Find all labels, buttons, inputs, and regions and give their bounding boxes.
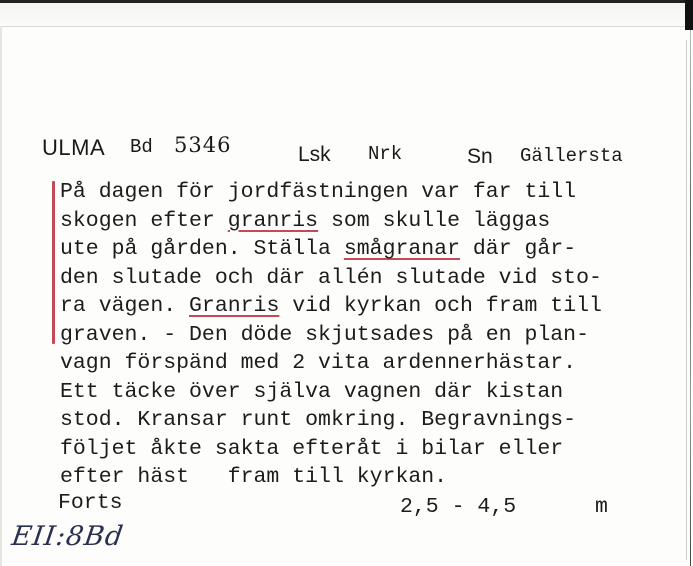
text-segment: den slutade och där allén slutade vid sto- [60,265,602,290]
province-value: Nrk [368,143,403,165]
text-line [60,292,602,321]
text-segment: som skulle läggas [318,208,551,233]
text-line [60,235,602,264]
text-line [60,463,602,492]
text-segment: efter häst fram till kyrkan. [60,465,448,489]
measurement-range: 2,5 - 4,5 [400,495,517,519]
text-line [60,264,602,293]
text-line [60,321,602,350]
text-line [60,178,602,207]
parish-label: Sn [467,145,493,168]
text-line [60,406,602,435]
text-line [60,349,602,378]
underlined-keyword: granris [227,208,319,233]
scan-corner-mark [685,0,693,30]
red-margin-mark [52,181,55,344]
text-line [60,378,602,407]
record-number: 5346 [174,133,232,157]
text-segment: Ett täcke över själva vagnen där kistan [60,379,564,404]
card-body-text [60,178,602,492]
text-segment: graven. - Den döde skjutsades på en plan- [60,322,589,347]
text-segment: ra vägen. [60,294,190,318]
continued-note: Forts [58,491,123,515]
province-label: Lsk [298,143,331,166]
archive-code: ULMA [42,135,106,160]
measurement-unit: m [595,495,608,519]
series-code: Bd [130,136,153,158]
text-segment: vagn förspänd med 2 vita ardennerhästar. [60,351,577,375]
parish-value: Gällersta [520,145,623,167]
text-segment: ute på gården. Ställa [60,237,344,261]
handwritten-signum: EII:8Bd [9,521,126,552]
text-segment: följet åkte sakta efteråt i bilar eller [60,436,564,461]
scan-top-border [0,0,693,3]
underlined-keyword: Granris [189,294,280,318]
card-right-edge [690,30,691,566]
scan-top-edge [0,0,693,27]
text-segment: På dagen för jordfästningen var far till [60,180,577,204]
text-segment: vid kyrkan och fram till [279,294,602,318]
card-left-edge [0,26,2,566]
underlined-keyword: smågranar [343,237,460,261]
text-segment: där går- [459,237,577,261]
text-segment: stod. Kransar runt omkring. Begravnings- [60,408,577,432]
text-line [60,207,602,236]
text-line [60,435,602,464]
card-right-edge-shadow [686,40,687,560]
text-segment: skogen efter [60,208,228,233]
